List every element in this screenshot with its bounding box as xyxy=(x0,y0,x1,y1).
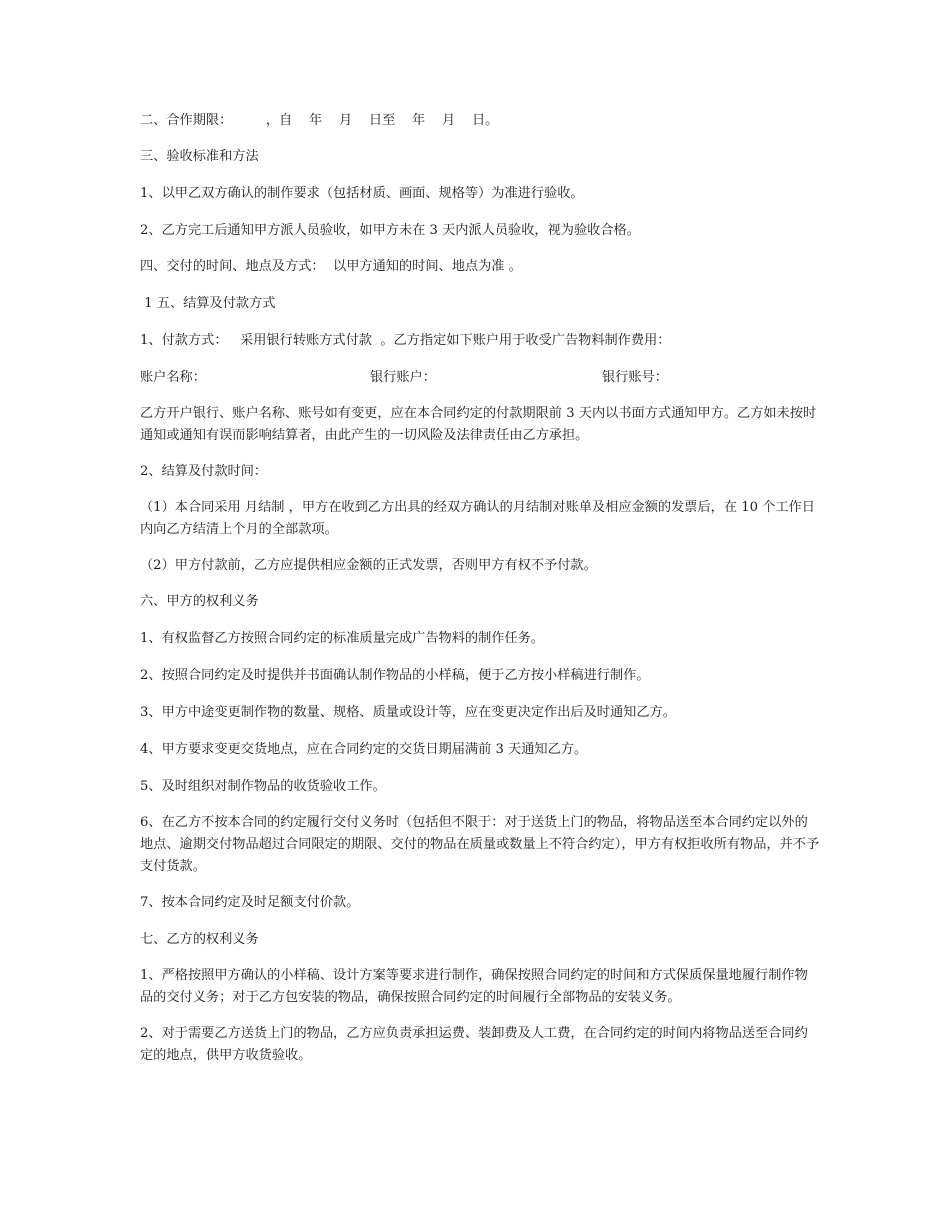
account-name-label: 账户名称： xyxy=(140,370,206,385)
document-page xyxy=(140,110,820,1067)
section-heading: 1 五、结算及付款方式 xyxy=(140,296,276,311)
paragraph: 2、对于需要乙方送货上门的物品，乙方应负责承担运费、装卸费及人工费，在合同约定的时间内将物品送至合同约定的地点，供甲方收货验收。 xyxy=(140,1026,808,1063)
section-heading: 四、交付的时间、地点及方式： 以甲方通知的时间、地点为准 。 xyxy=(140,259,522,274)
cooperation-period: 二、合作期限： ，自 年 月 日至 年 月 日。 xyxy=(140,113,499,128)
paragraph: 3、甲方中途变更制作物的数量、规格、质量或设计等，应在变更决定作出后及时通知乙方。 xyxy=(140,705,676,720)
paragraph: 6、在乙方不按本合同的约定履行交付义务时（包括但不限于：对于送货上门的物品，将物品送至本合同约定以外的地点、逾期交付物品超过合同限定的期限、交付的物品在质量或数量上不符合约定），甲方有权拒收所有物品，并不予支付货款。 xyxy=(140,815,820,874)
paragraph: 1、严格按照甲方确认的小样稿、设计方案等要求进行制作，确保按照合同约定的时间和方式保质保量地履行制作物品的交付义务；对于乙方包安装的物品，确保按照合同约定的时间履行全部物品的安装义务。 xyxy=(140,968,808,1005)
paragraph: 1、有权监督乙方按照合同约定的标准质量完成广告物料的制作任务。 xyxy=(140,631,545,646)
section-heading: 六、甲方的权利义务 xyxy=(140,594,259,609)
paragraph: （2）甲方付款前，乙方应提供相应金额的正式发票，否则甲方有权不予付款。 xyxy=(140,558,597,573)
section-heading: 七、乙方的权利义务 xyxy=(140,932,259,947)
paragraph: 5、及时组织对制作物品的收货验收工作。 xyxy=(140,779,386,794)
paragraph: 4、甲方要求变更交货地点，应在合同约定的交货日期届满前 3 天通知乙方。 xyxy=(140,742,588,757)
account-fields xyxy=(140,367,820,389)
paragraph: 2、乙方完工后通知甲方派人员验收，如甲方未在 3 天内派人员验收，视为验收合格。 xyxy=(140,223,640,238)
paragraph: （1）本合同采用 月结制 ，甲方在收到乙方出具的经双方确认的月结制对账单及相应金额的发票后，在 10 个工作日内向乙方结清上个月的全部款项。 xyxy=(140,500,815,537)
paragraph: 7、按本合同约定及时足额支付价款。 xyxy=(140,895,360,910)
bank-account-label: 银行账户： xyxy=(370,370,436,385)
paragraph: 乙方开户银行、账户名称、账号如有变更，应在本合同约定的付款期限前 3 天内以书面方式通知甲方。乙方如未按时通知或通知有误而影响结算者，由此产生的一切风险及法律责任由乙方承担。 xyxy=(140,406,817,443)
paragraph: 1、以甲乙双方确认的制作要求（包括材质、画面、规格等）为准进行验收。 xyxy=(140,186,584,201)
paragraph: 1、付款方式： 采用银行转账方式付款 。乙方指定如下账户用于收受广告物料制作费用： xyxy=(140,333,671,348)
paragraph: 2、结算及付款时间： xyxy=(140,464,268,479)
section-heading: 三、验收标准和方法 xyxy=(140,149,259,164)
paragraph: 2、按照合同约定及时提供并书面确认制作物品的小样稿，便于乙方按小样稿进行制作。 xyxy=(140,668,650,683)
bank-number-label: 银行账号： xyxy=(602,370,668,385)
